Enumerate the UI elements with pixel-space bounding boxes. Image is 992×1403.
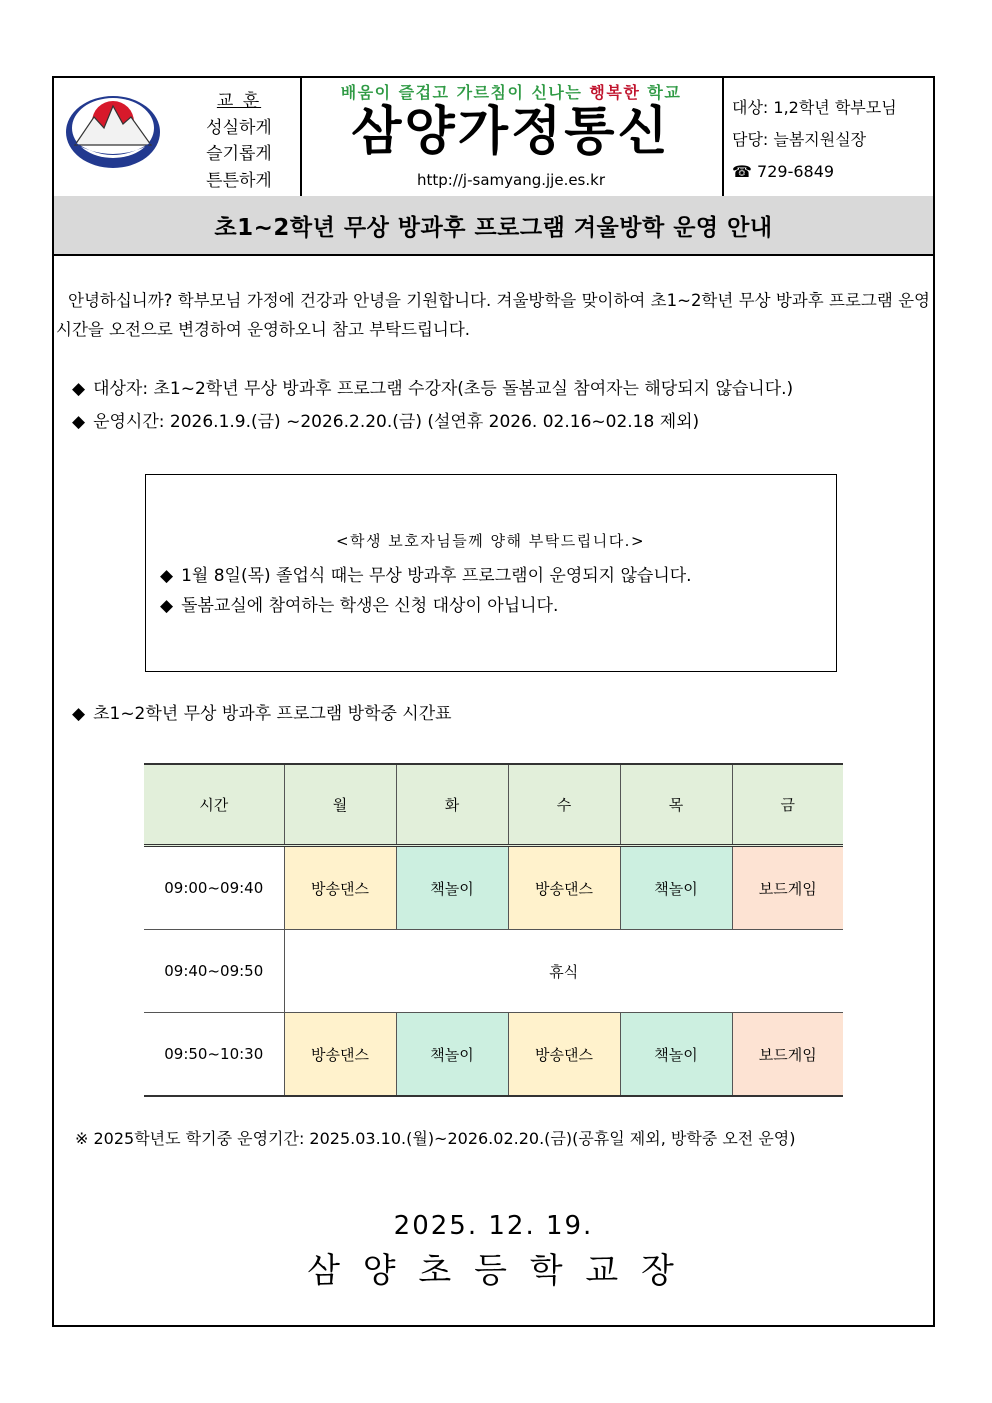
phone-icon: ☎ xyxy=(732,162,752,181)
phone-number: 729-6849 xyxy=(757,162,835,181)
school-url: http://j-samyang.jje.es.kr xyxy=(416,171,605,189)
activity-cell: 보드게임 xyxy=(732,846,843,930)
notice-item-text: 1월 8일(목) 졸업식 때는 무상 방과후 프로그램이 운영되지 않습니다. xyxy=(181,566,692,586)
motto-line: 슬기롭게 xyxy=(206,144,272,164)
issue-date: 2025. 12. 19. xyxy=(393,1211,594,1241)
notice-item xyxy=(160,564,692,588)
contact-label: 담당: 늘봄지원실장 xyxy=(732,130,867,149)
column-header-fri: 금 xyxy=(732,764,843,846)
subject-title: 초1~2학년 무상 방과후 프로그램 겨울방학 운영 안내 xyxy=(214,214,773,241)
bullet-text: 대상자: 초1~2학년 무상 방과후 프로그램 수강자(초등 돌봄교실 참여자는 해당되지 않습니다.) xyxy=(93,379,794,399)
column-header-thu: 목 xyxy=(620,764,732,846)
activity-cell: 책놀이 xyxy=(396,846,508,930)
time-cell: 09:40~09:50 xyxy=(144,930,284,1013)
break-cell: 휴식 xyxy=(284,930,843,1013)
activity-cell: 책놀이 xyxy=(620,846,732,930)
table-row xyxy=(144,846,843,930)
diamond-bullet-icon: ◆ xyxy=(72,412,86,432)
time-cell: 09:50~10:30 xyxy=(144,1013,284,1097)
slogan-highlight: 행복한 xyxy=(589,83,641,102)
schedule-heading xyxy=(72,702,452,726)
bullet-text: 운영시간: 2026.1.9.(금) ~2026.2.20.(금) (설연휴 2026. 02.16~02.18 제외) xyxy=(93,412,700,432)
activity-cell: 방송댄스 xyxy=(284,1013,396,1097)
schedule-table xyxy=(144,763,843,1097)
newsletter-title: 삼양가정통신 xyxy=(351,102,671,162)
motto-line: 성실하게 xyxy=(206,117,272,138)
slogan-text-end: 학교 xyxy=(640,83,682,102)
column-header-time: 시간 xyxy=(144,764,284,846)
notice-item xyxy=(160,594,558,618)
slogan-text: 배움이 즐겁고 가르침이 신나는 xyxy=(340,83,590,102)
table-row xyxy=(144,930,843,1013)
time-cell: 09:00~09:40 xyxy=(144,846,284,930)
activity-cell: 보드게임 xyxy=(732,1013,843,1097)
activity-cell: 방송댄스 xyxy=(284,846,396,930)
diamond-bullet-icon: ◆ xyxy=(72,704,86,724)
school-motto xyxy=(194,88,284,194)
subject-band xyxy=(54,196,933,256)
header-divider-right xyxy=(722,78,724,196)
operation-period-note: ※ 2025학년도 학기중 운영기간: 2025.03.10.(월)~2026.02.20.(금)(공휴일 제외, 방학중 오전 운영) xyxy=(75,1129,796,1148)
motto-line: 튼튼하게 xyxy=(206,170,272,191)
target-bullet xyxy=(72,377,793,401)
notice-box xyxy=(145,474,837,672)
diamond-bullet-icon: ◆ xyxy=(160,566,174,586)
column-header-mon: 월 xyxy=(284,764,396,846)
activity-cell: 방송댄스 xyxy=(508,1013,620,1097)
schedule-heading-text: 초1~2학년 무상 방과후 프로그램 방학중 시간표 xyxy=(93,704,452,724)
activity-cell: 방송댄스 xyxy=(508,846,620,930)
activity-cell: 책놀이 xyxy=(620,1013,732,1097)
notice-title: <학생 보호자님들께 양해 부탁드립니다.> xyxy=(335,532,646,550)
period-bullet xyxy=(72,410,699,434)
newsletter-frame xyxy=(52,76,935,1327)
activity-cell: 책놀이 xyxy=(396,1013,508,1097)
intro-paragraph: 안녕하십니까? 학부모님 가정에 건강과 안녕을 기원합니다. 겨울방학을 맞이하여 초1~2학년 무상 방과후 프로그램 운영 시간을 오전으로 변경하여 운영하오니 참고 부탁드립니다. xyxy=(56,291,930,339)
audience-label: 대상: 1,2학년 학부모님 xyxy=(732,98,897,117)
notice-item-text: 돌봄교실에 참여하는 학생은 신청 대상이 아닙니다. xyxy=(181,596,559,616)
school-slogan xyxy=(300,82,722,104)
column-header-tue: 화 xyxy=(396,764,508,846)
table-row xyxy=(144,1013,843,1097)
school-logo xyxy=(65,95,161,169)
column-header-wed: 수 xyxy=(508,764,620,846)
motto-title: 교 훈 xyxy=(216,91,262,111)
table-header-row xyxy=(144,764,843,846)
phone-line xyxy=(732,161,834,183)
diamond-bullet-icon: ◆ xyxy=(160,596,174,616)
diamond-bullet-icon: ◆ xyxy=(72,379,86,399)
principal-signature: 삼 양 초 등 학 교 장 xyxy=(307,1251,680,1291)
